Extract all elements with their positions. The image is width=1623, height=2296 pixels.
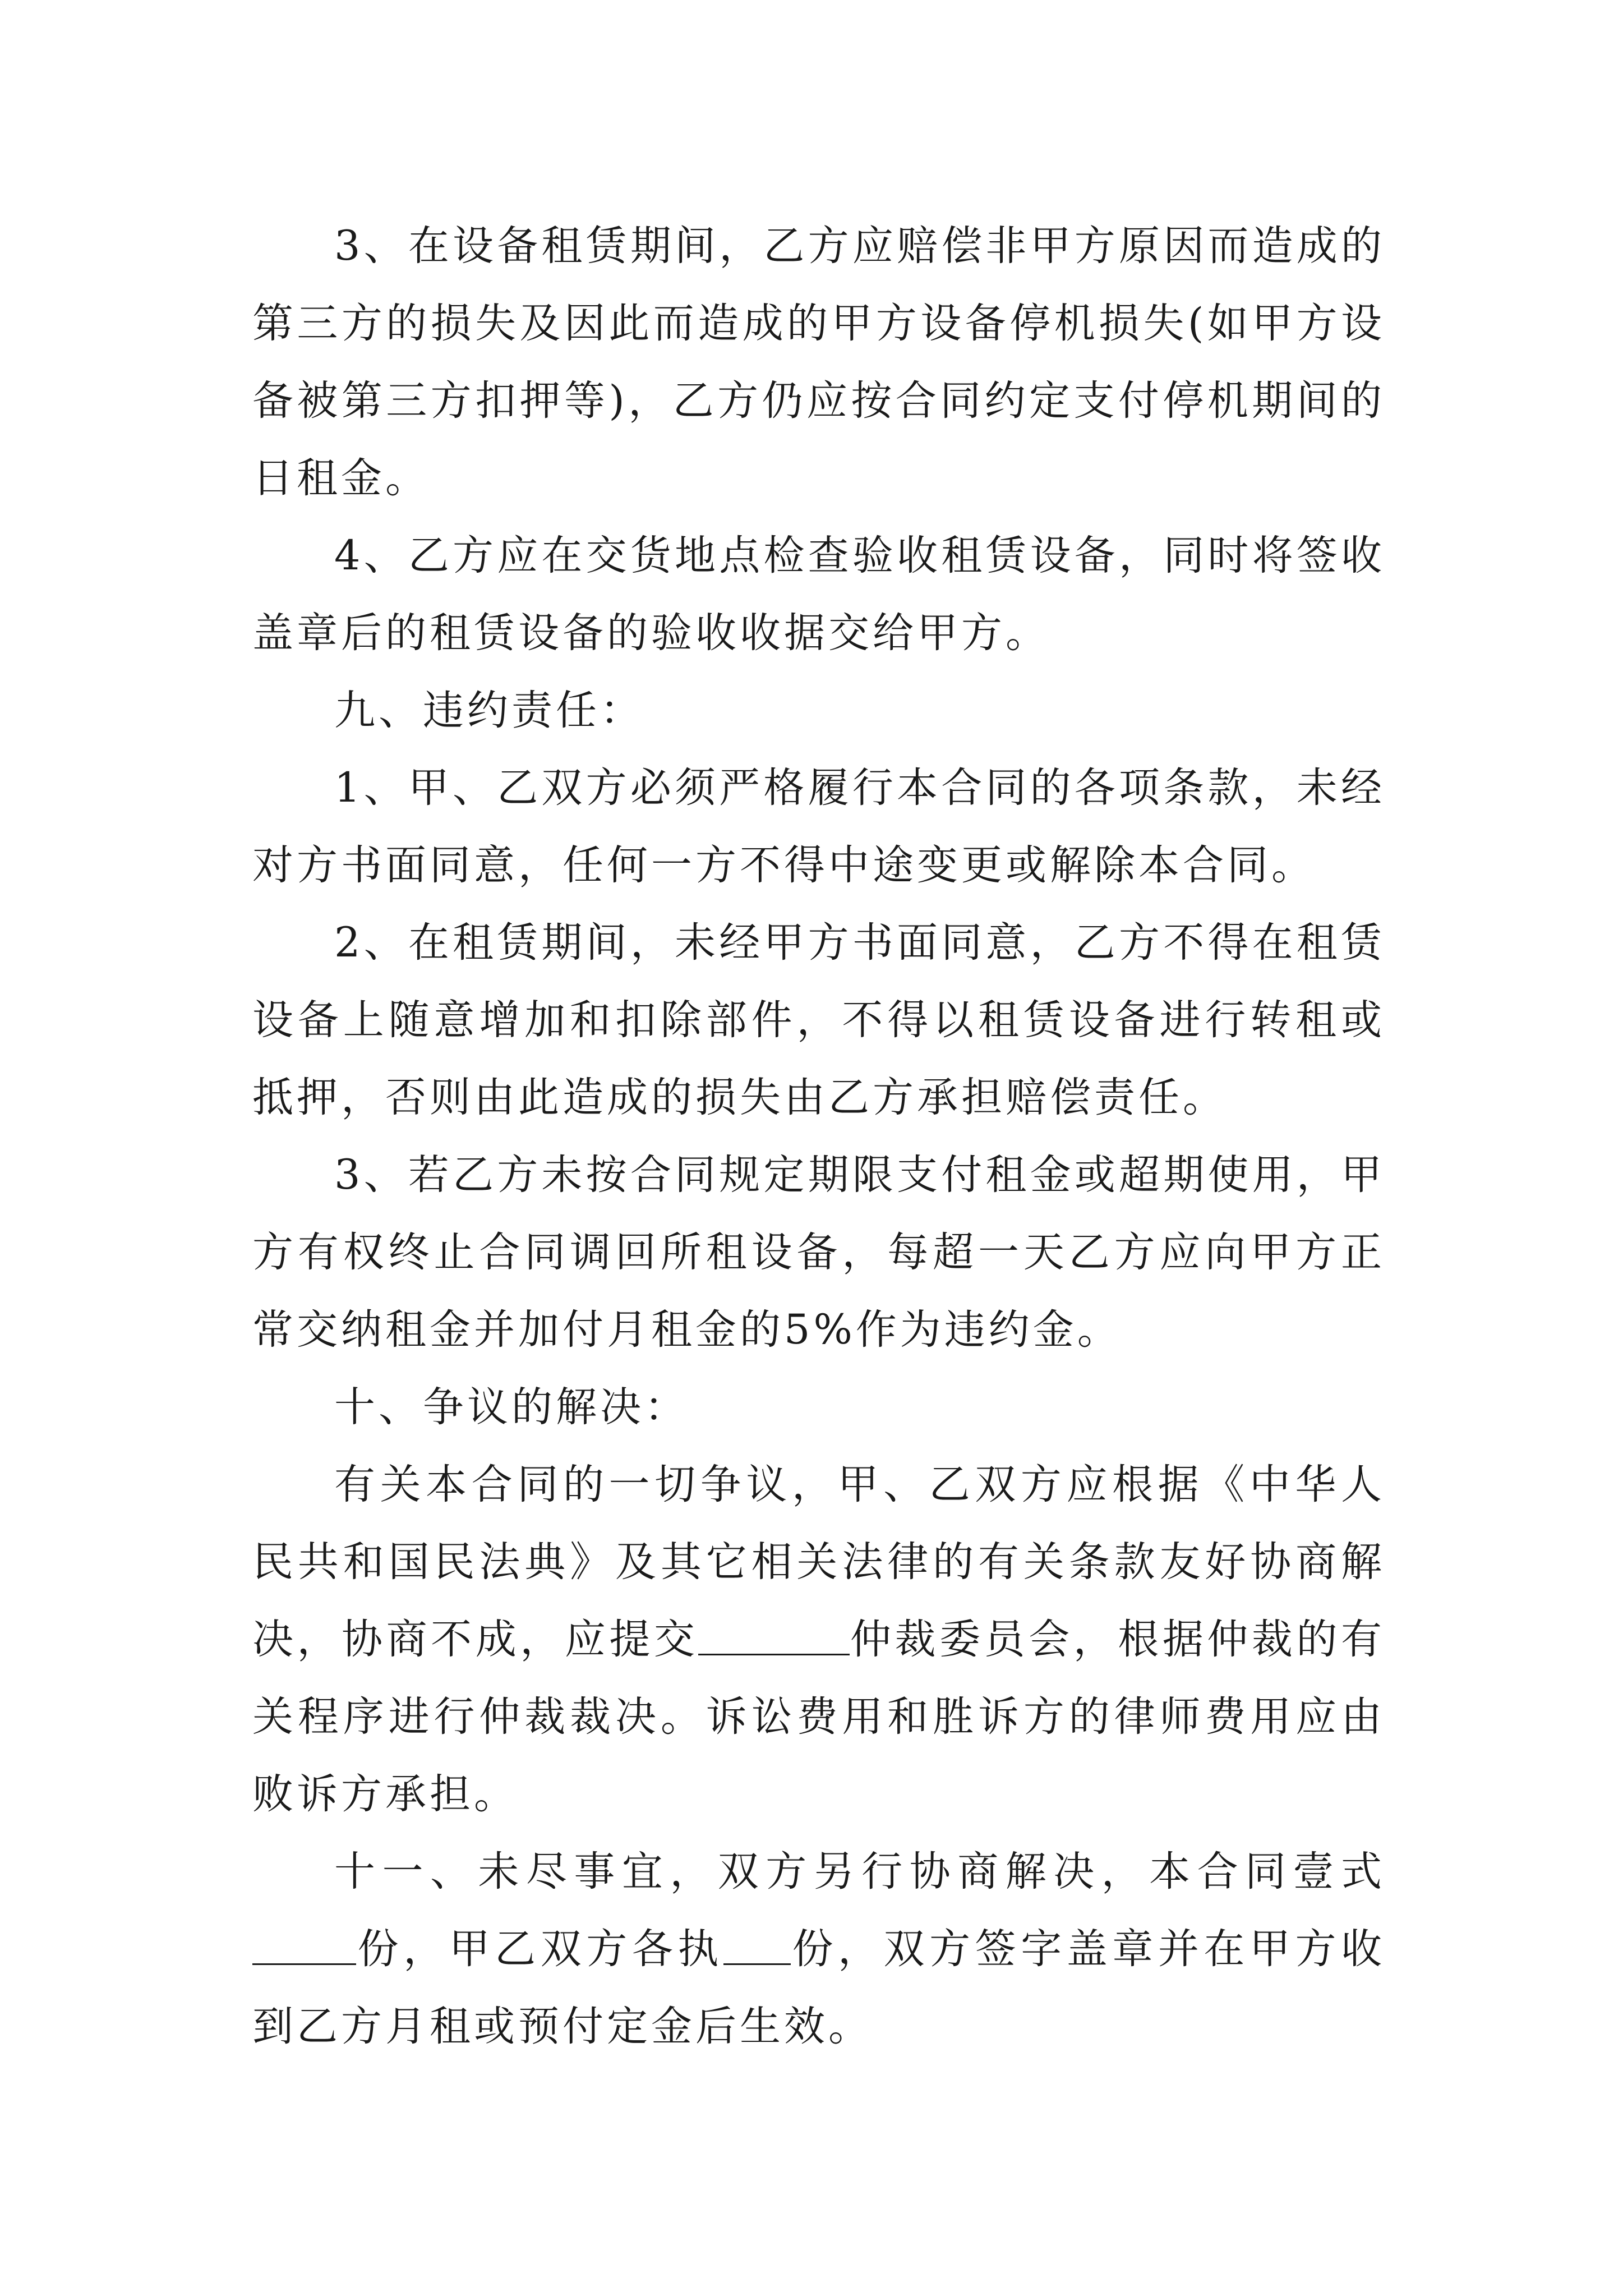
misc-text-3: 份，双方签字盖章并在甲方收到乙方月租或预付定金后生效。: [252, 1925, 1386, 2050]
paragraph-breach-1: 1、甲、乙双方必须严格履行本合同的各项条款，未经对方书面同意，任何一方不得中途变更或解除本合同。: [252, 764, 1385, 889]
copies-total-blank: [252, 1926, 356, 1965]
section-heading-dispute: 十、争议的解决：: [334, 1383, 689, 1431]
paragraph-misc: [252, 1833, 1385, 2065]
dispute-text-after: 仲裁委员会，根据仲裁的有关程序进行仲裁裁决。诉讼费用和胜诉方的律师费用应由败诉方承担。: [252, 1616, 1386, 1818]
paragraph-equipment-loss: 3、在设备租赁期间，乙方应赔偿非甲方原因而造成的第三方的损失及因此而造成的甲方设备停机损失(如甲方设备被第三方扣押等)，乙方仍应按合同约定支付停机期间的日租金。: [252, 222, 1385, 502]
arbitration-blank: [698, 1617, 850, 1655]
copies-each-blank: [723, 1926, 791, 1965]
misc-text-1: 十一、未尽事宜，双方另行协商解决，本合同壹式: [334, 1848, 1385, 1895]
paragraph-dispute: [252, 1446, 1385, 1833]
dispute-text-before: 有关本合同的一切争议，甲、乙双方应根据《中华人民共和国民法典》及其它相关法律的有关条款友好协商解决，协商不成，应提交: [252, 1461, 1385, 1663]
document-body: [252, 208, 1385, 2065]
paragraph-breach-3: 3、若乙方未按合同规定期限支付租金或超期使用，甲方有权终止合同调回所租设备，每超一天乙方应向甲方正常交纳租金并加付月租金的5%作为违约金。: [252, 1151, 1385, 1354]
paragraph-acceptance: 4、乙方应在交货地点检查验收租赁设备，同时将签收盖章后的租赁设备的验收收据交给甲方。: [252, 532, 1385, 657]
misc-text-2: 份，甲乙双方各执: [356, 1925, 723, 1973]
section-heading-breach: 九、违约责任：: [334, 687, 644, 734]
paragraph-breach-2: 2、在租赁期间，未经甲方书面同意，乙方不得在租赁设备上随意增加和扣除部件，不得以租赁设备进行转租或抵押，否则由此造成的损失由乙方承担赔偿责任。: [252, 919, 1385, 1121]
